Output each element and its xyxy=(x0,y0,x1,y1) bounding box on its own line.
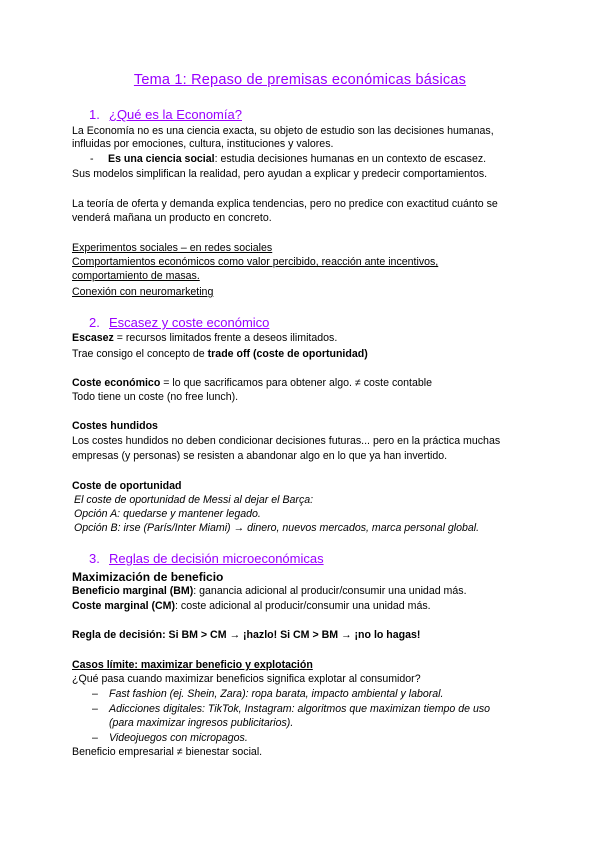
s3-bullet: Adicciones digitales: TikTok, Instagram: algoritmos que maximizan tiempo de uso xyxy=(109,703,491,715)
bullet-dash: – xyxy=(92,732,98,744)
s2-tradeoff-bold: trade off (coste de oportunidad) xyxy=(207,348,368,360)
s1-paragraph-line: venderá mañana un producto en concreto. xyxy=(72,212,272,224)
s3-maximizacion-heading: Maximización de beneficio xyxy=(72,570,224,584)
s1-paragraph-line: influidas por emociones, cultura, instituciones y valores. xyxy=(72,138,334,150)
s1-bullet-rest: : estudia decisiones humanas en un contexto de escasez. xyxy=(214,153,487,165)
s3-cm-bold: Coste marginal (CM) xyxy=(72,600,176,612)
page-title: Tema 1: Repaso de premisas económicas básicas xyxy=(133,72,467,88)
s2-escasez-line xyxy=(72,332,337,345)
section-3-title: Reglas de decisión microeconómicas xyxy=(109,551,324,566)
s2-coste-rest: = lo que sacrificamos para obtener algo. ≠ coste contable xyxy=(160,377,433,389)
s2-coste-line xyxy=(72,377,432,390)
s1-bullet: - Es una ciencia social: estudia decisiones humanas en un contexto de escasez. xyxy=(90,153,487,165)
section-2-title: Escasez y coste económico xyxy=(109,315,270,330)
section-2-heading xyxy=(89,315,269,331)
s2-tradeoff-pre: Trae consigo el concepto de xyxy=(72,348,208,360)
s3-bullet: Videojuegos con micropagos. xyxy=(109,732,248,744)
s1-paragraph-line: La teoría de oferta y demanda explica tendencias, pero no predice con exactitud cuánto se xyxy=(72,198,498,210)
s2-escasez-bold: Escasez xyxy=(72,332,114,344)
s1-link-line: Comportamientos económicos como valor percibido, reacción ante incentivos, xyxy=(72,256,439,268)
s3-bullet: Fast fashion (ej. Shein, Zara): ropa barata, impacto ambiental y laboral. xyxy=(109,688,444,700)
s3-bm-bold: Beneficio marginal (BM) xyxy=(72,585,194,597)
bullet-dash: – xyxy=(92,688,98,700)
s2-escasez-rest: = recursos limitados frente a deseos ilimitados. xyxy=(113,332,338,344)
s1-bullet-bold: Es una ciencia social xyxy=(108,153,215,165)
s3-bullet-continuation: (para maximizar ingresos publicitarios). xyxy=(109,717,294,729)
s1-link-line: Conexión con neuromarketing xyxy=(72,286,214,298)
s3-cm-line xyxy=(72,600,431,613)
s2-oportunidad-line: El coste de oportunidad de Messi al dejar el Barça: xyxy=(74,494,314,506)
section-3-number: 3. xyxy=(89,551,100,566)
section-3-heading xyxy=(89,551,324,567)
section-2-number: 2. xyxy=(89,315,100,330)
s2-oportunidad-line: Opción A: quedarse y mantener legado. xyxy=(74,508,261,520)
s3-casos-question: ¿Qué pasa cuando maximizar beneficios significa explotar al consumidor? xyxy=(72,673,421,685)
s3-cm-rest: : coste adicional al producir/consumir una unidad más. xyxy=(175,600,431,612)
s2-hundidos-heading: Costes hundidos xyxy=(72,420,158,432)
s3-decision-rule: Regla de decisión: Si BM > CM → ¡hazlo! Si CM > BM → ¡no lo hagas! xyxy=(72,629,421,641)
s2-coste-bold: Coste económico xyxy=(72,377,161,389)
section-1-number: 1. xyxy=(89,107,100,122)
s2-oportunidad-heading: Coste de oportunidad xyxy=(72,480,182,492)
bullet-dash: – xyxy=(92,703,98,715)
s1-paragraph-line: La Economía no es una ciencia exacta, su objeto de estudio son las decisiones humanas, xyxy=(72,125,494,137)
s2-tradeoff-line xyxy=(72,348,368,361)
s3-final-line: Beneficio empresarial ≠ bienestar social. xyxy=(72,746,263,758)
s1-link-line: comportamiento de masas. xyxy=(72,270,200,282)
s2-hundidos-line: Los costes hundidos no deben condicionar decisiones futuras... pero en la práctica muchas xyxy=(72,435,501,447)
section-1-title: ¿Qué es la Economía? xyxy=(109,107,242,122)
s3-bm-line xyxy=(72,585,467,598)
s2-hundidos-line: empresas (y personas) se resisten a abandonar algo en lo que ya han invertido. xyxy=(72,450,448,462)
s1-link-line: Experimentos sociales – en redes sociales xyxy=(72,242,273,254)
section-1-heading xyxy=(89,107,242,123)
s3-casos-heading: Casos límite: maximizar beneficio y explotación xyxy=(72,659,313,671)
s2-free-lunch: Todo tiene un coste (no free lunch). xyxy=(72,391,239,403)
s3-bm-rest: : ganancia adicional al producir/consumir una unidad más. xyxy=(193,585,467,597)
s1-paragraph-line: Sus modelos simplifican la realidad, pero ayudan a explicar y predecir comportamientos. xyxy=(72,168,488,180)
s2-oportunidad-line: Opción B: irse (París/Inter Miami) → dinero, nuevos mercados, marca personal global. xyxy=(74,522,480,534)
